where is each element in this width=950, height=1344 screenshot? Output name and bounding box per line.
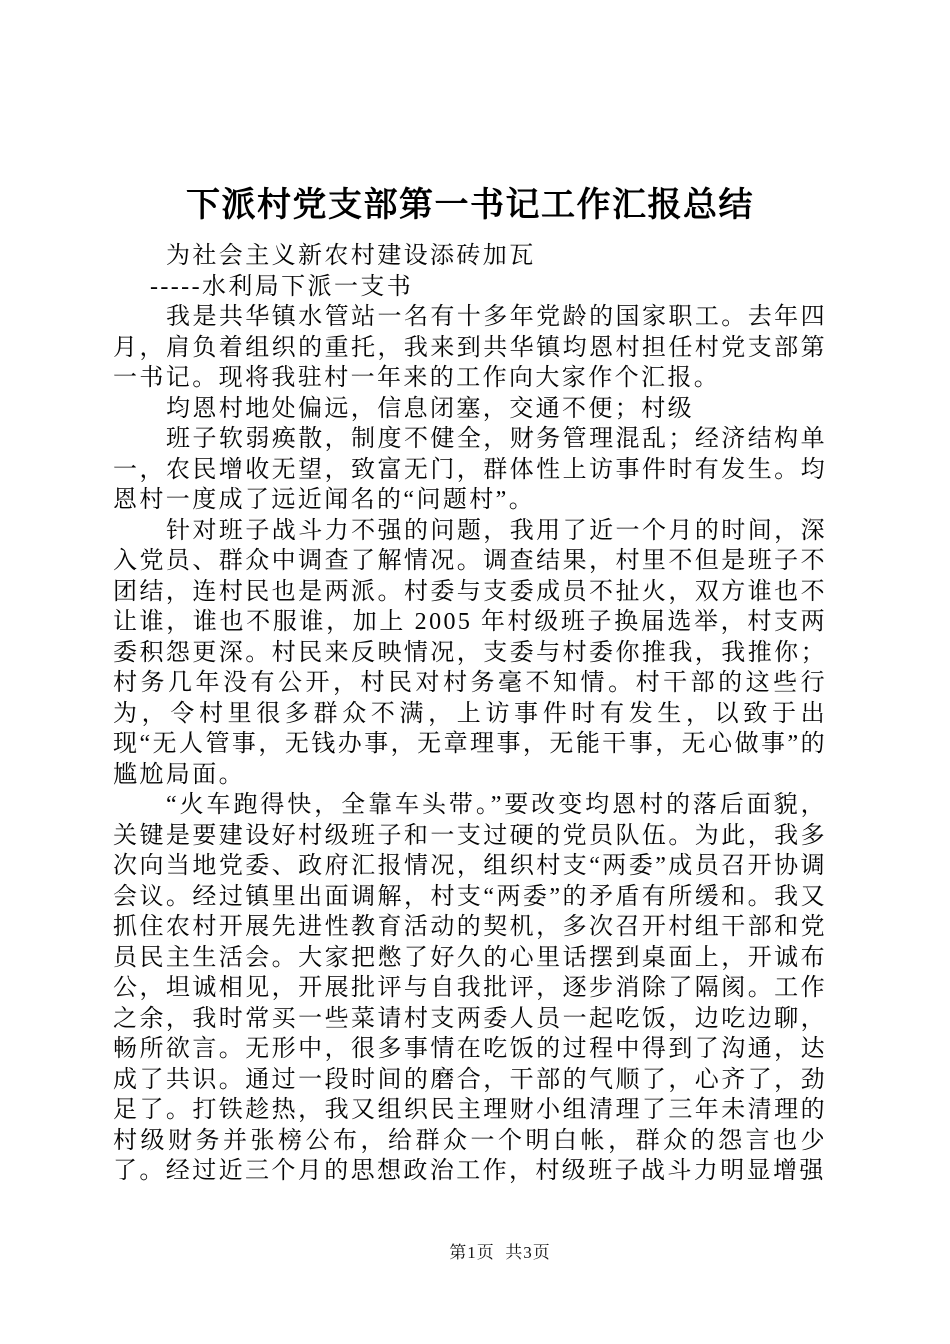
page-number: 第1页 共3页	[449, 1243, 551, 1262]
paragraph-team-building: “火车跑得快，全靠车头带。”要改变均恩村的落后面貌，关键是要建设好村级班子和一支过硬的党员队伍。为此，我多次向当地党委、政府汇报情况，组织村支“两委”成员召开协调会议。经过镇里出面调解，村支“两委”的矛盾有所缓和。我又抓住农村开展先进性教育活动的契机，多次召开村组干部和党员民主生活会。大家把憋了好久的心里话摆到桌面上，开诚布公，坦诚相见，开展批评与自我批评，逐步消除了隔阂。工作之余，我时常买一些菜请村支两委人员一起吃饭，边吃边聊，畅所欲言。无形中，很多事情在吃饭的过程中得到了沟通，达成了共识。通过一段时间的磨合，干部的气顺了，心齐了，劲足了。打铁趁热，我又组织民主理财小组清理了三年未清理的村级财务并张榜公布，给群众一个明白帐，群众的怨言也少了。经过近三个月的思想政治工作，村级班子战斗力明显增强	[113, 792, 827, 1184]
subtitle-line: 为社会主义新农村建设添砖加瓦	[166, 243, 536, 269]
paragraph-intro: 我是共华镇水管站一名有十多年党龄的国家职工。去年四月，肩负着组织的重托，我来到共华镇均恩村担任村党支部第一书记。现将我驻村一年来的工作向大家作个汇报。	[113, 304, 827, 391]
page-footer	[0, 1238, 950, 1263]
paragraph-investigation: 针对班子战斗力不强的问题，我用了近一个月的时间，深入党员、群众中调查了解情况。调查结果，村里不但是班子不团结，连村民也是两派。村委与支委成员不扯火，双方谁也不让谁，谁也不服谁，加上 2005 年村级班子换届选举，村支两委积怨更深。村民来反映情况，支委与村委你推我，我推你；村务几年没有公开，村民对村务毫不知情。村干部的这些行为，令村里很多群众不满，上访事件时有发生，以致于出现“无人管事，无钱办事，无章理事，无能干事，无心做事”的尴尬局面。	[113, 517, 827, 788]
attribution-line: -----水利局下派一支书	[150, 273, 414, 300]
paragraph-village-problems: 班子软弱痪散，制度不健全，财务管理混乱；经济结构单一，农民增收无望，致富无门，群体性上访事件时有发生。均恩村一度成了远近闻名的“问题村”。	[113, 426, 827, 513]
paragraph-village-situation: 均恩村地处偏远，信息闭塞，交通不便；村级	[166, 395, 694, 422]
document-title: 下派村党支部第一书记工作汇报总结	[186, 187, 754, 224]
